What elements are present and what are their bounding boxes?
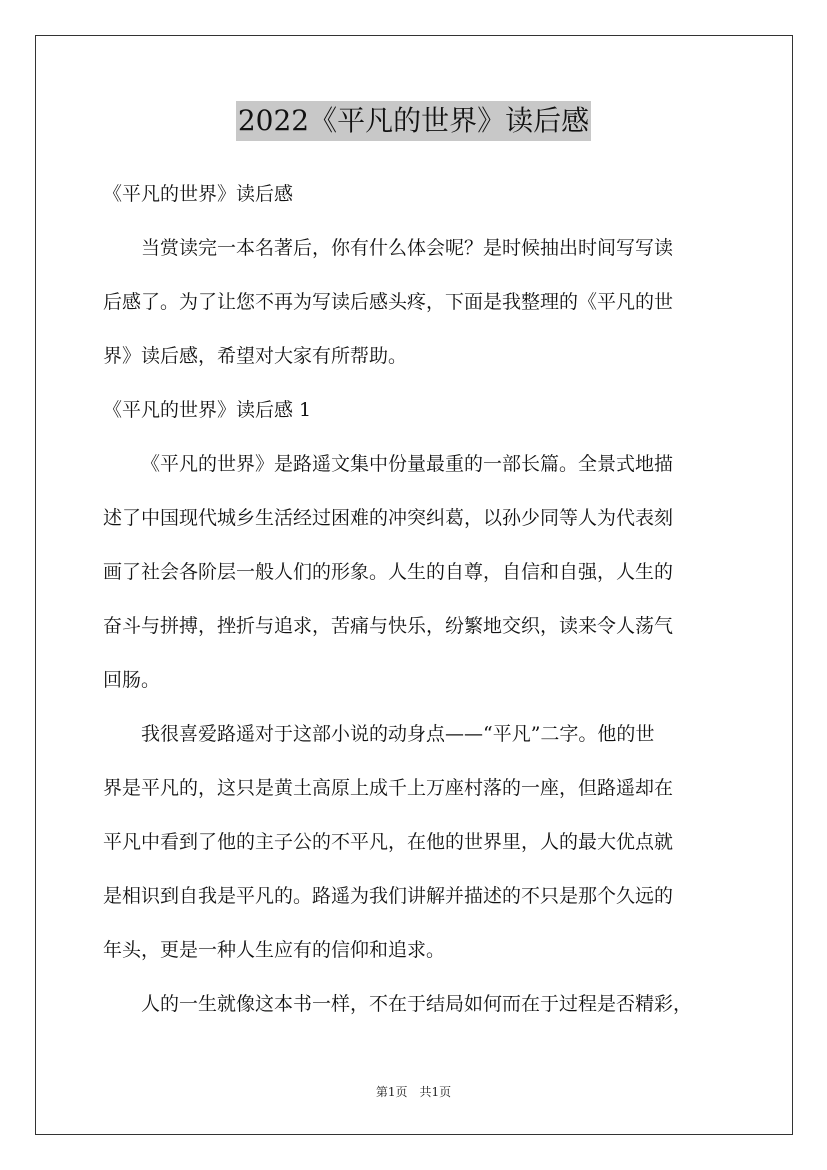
section-heading: 《平凡的世界》读后感	[103, 183, 294, 205]
paragraph-3	[103, 985, 728, 1039]
paragraph-line: 回肠。	[103, 669, 161, 691]
paragraph-line: 界是平凡的，这只是黄土高原上成千上万座村落的一座，但路遥却在	[103, 777, 674, 799]
paragraph-line: 界》读后感，希望对大家有所帮助。	[103, 345, 408, 367]
paragraph-line: 奋斗与拼搏，挫折与追求，苦痛与快乐，纷繁地交织，读来令人荡气	[103, 615, 674, 637]
paragraph-line: 人的一生就像这本书一样，不在于结局如何而在于过程是否精彩，	[141, 993, 693, 1015]
paragraph-line: 后感了。为了让您不再为写读后感头疼，下面是我整理的《平凡的世	[103, 291, 674, 313]
paragraph-line: 《平凡的世界》是路遥文集中份量最重的一部长篇。全景式地描	[141, 453, 674, 475]
paragraph-line: 述了中国现代城乡生活经过困难的冲突纠葛，以孙少同等人为代表刻	[103, 507, 674, 529]
paragraph-line: 我很喜爱路遥对于这部小说的动身点——“平凡”二字。他的世	[141, 723, 655, 745]
paragraph-line: 当赏读完一本名著后，你有什么体会呢？是时候抽出时间写写读	[141, 237, 674, 259]
paragraph-line: 是相识到自我是平凡的。路遥为我们讲解并描述的不只是那个久远的	[103, 885, 674, 907]
document-title: 2022《平凡的世界》读后感	[236, 101, 591, 141]
paragraph-intro	[103, 229, 728, 391]
title-container	[0, 101, 827, 141]
paragraph-line: 画了社会各阶层一般人们的形象。人生的自尊，自信和自强，人生的	[103, 561, 674, 583]
paragraph-line: 年头，更是一种人生应有的信仰和追求。	[103, 939, 446, 961]
paragraph-1	[103, 445, 728, 715]
page-footer: 第1页 共1页	[375, 1085, 452, 1099]
paragraph-line: 平凡中看到了他的主子公的不平凡，在他的世界里，人的最大优点就	[103, 831, 674, 853]
document-body	[103, 175, 728, 1039]
section-heading: 《平凡的世界》读后感 1	[103, 399, 312, 421]
paragraph-2	[103, 715, 728, 985]
